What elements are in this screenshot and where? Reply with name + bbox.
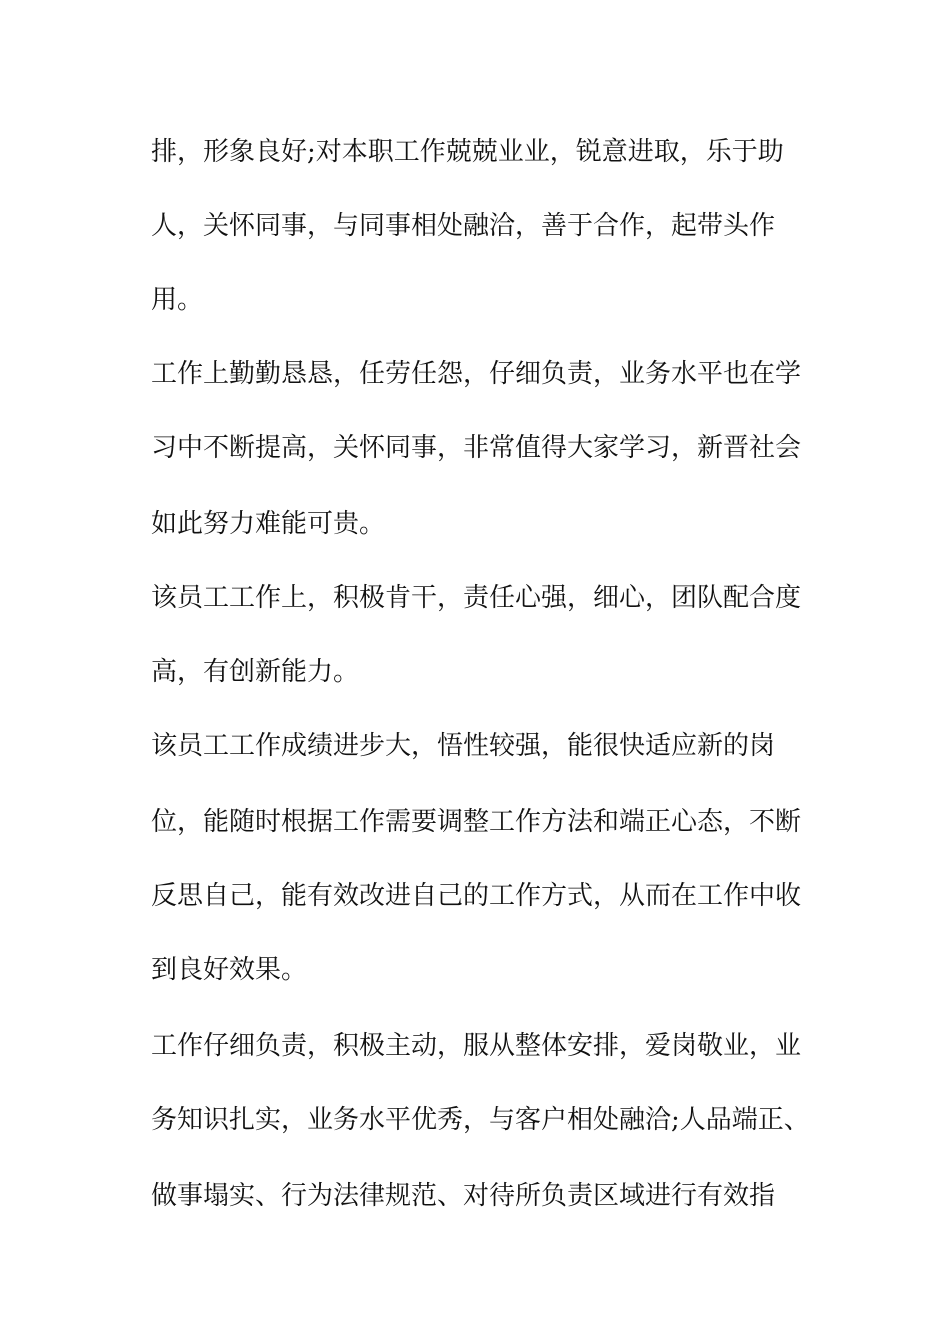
paragraph-2-line-1: 工作上勤勤恳恳，任劳任怨，仔细负责，业务水平也在学 [151, 359, 802, 389]
paragraph-1-line-1: 排，形象良好;对本职工作兢兢业业，锐意进取，乐于助 [151, 137, 784, 167]
paragraph-3-line-2: 高，有创新能力。 [151, 657, 360, 687]
paragraph-4-line-4: 到良好效果。 [151, 955, 308, 985]
paragraph-5-line-2: 务知识扎实，业务水平优秀，与客户相处融洽;人品端正、 [151, 1105, 810, 1135]
paragraph-4-line-2: 位，能随时根据工作需要调整工作方法和端正心态，不断 [151, 807, 802, 837]
paragraph-1-line-3: 用。 [151, 285, 204, 315]
paragraph-1-line-2: 人，关怀同事，与同事相处融洽，善于合作，起带头作 [151, 211, 776, 241]
paragraph-4-line-1: 该员工工作成绩进步大，悟性较强，能很快适应新的岗 [151, 731, 776, 761]
paragraph-2-line-2: 习中不断提高，关怀同事，非常值得大家学习，新晋社会 [151, 433, 802, 463]
paragraph-3-line-1: 该员工工作上，积极肯干，责任心强，细心，团队配合度 [151, 583, 802, 613]
paragraph-5-line-3: 做事塌实、行为法律规范、对待所负责区域进行有效指 [151, 1181, 776, 1211]
paragraph-4-line-3: 反思自己，能有效改进自己的工作方式，从而在工作中收 [151, 881, 802, 911]
paragraph-5-line-1: 工作仔细负责，积极主动，服从整体安排，爱岗敬业，业 [151, 1031, 802, 1061]
paragraph-2-line-3: 如此努力难能可贵。 [151, 509, 386, 539]
